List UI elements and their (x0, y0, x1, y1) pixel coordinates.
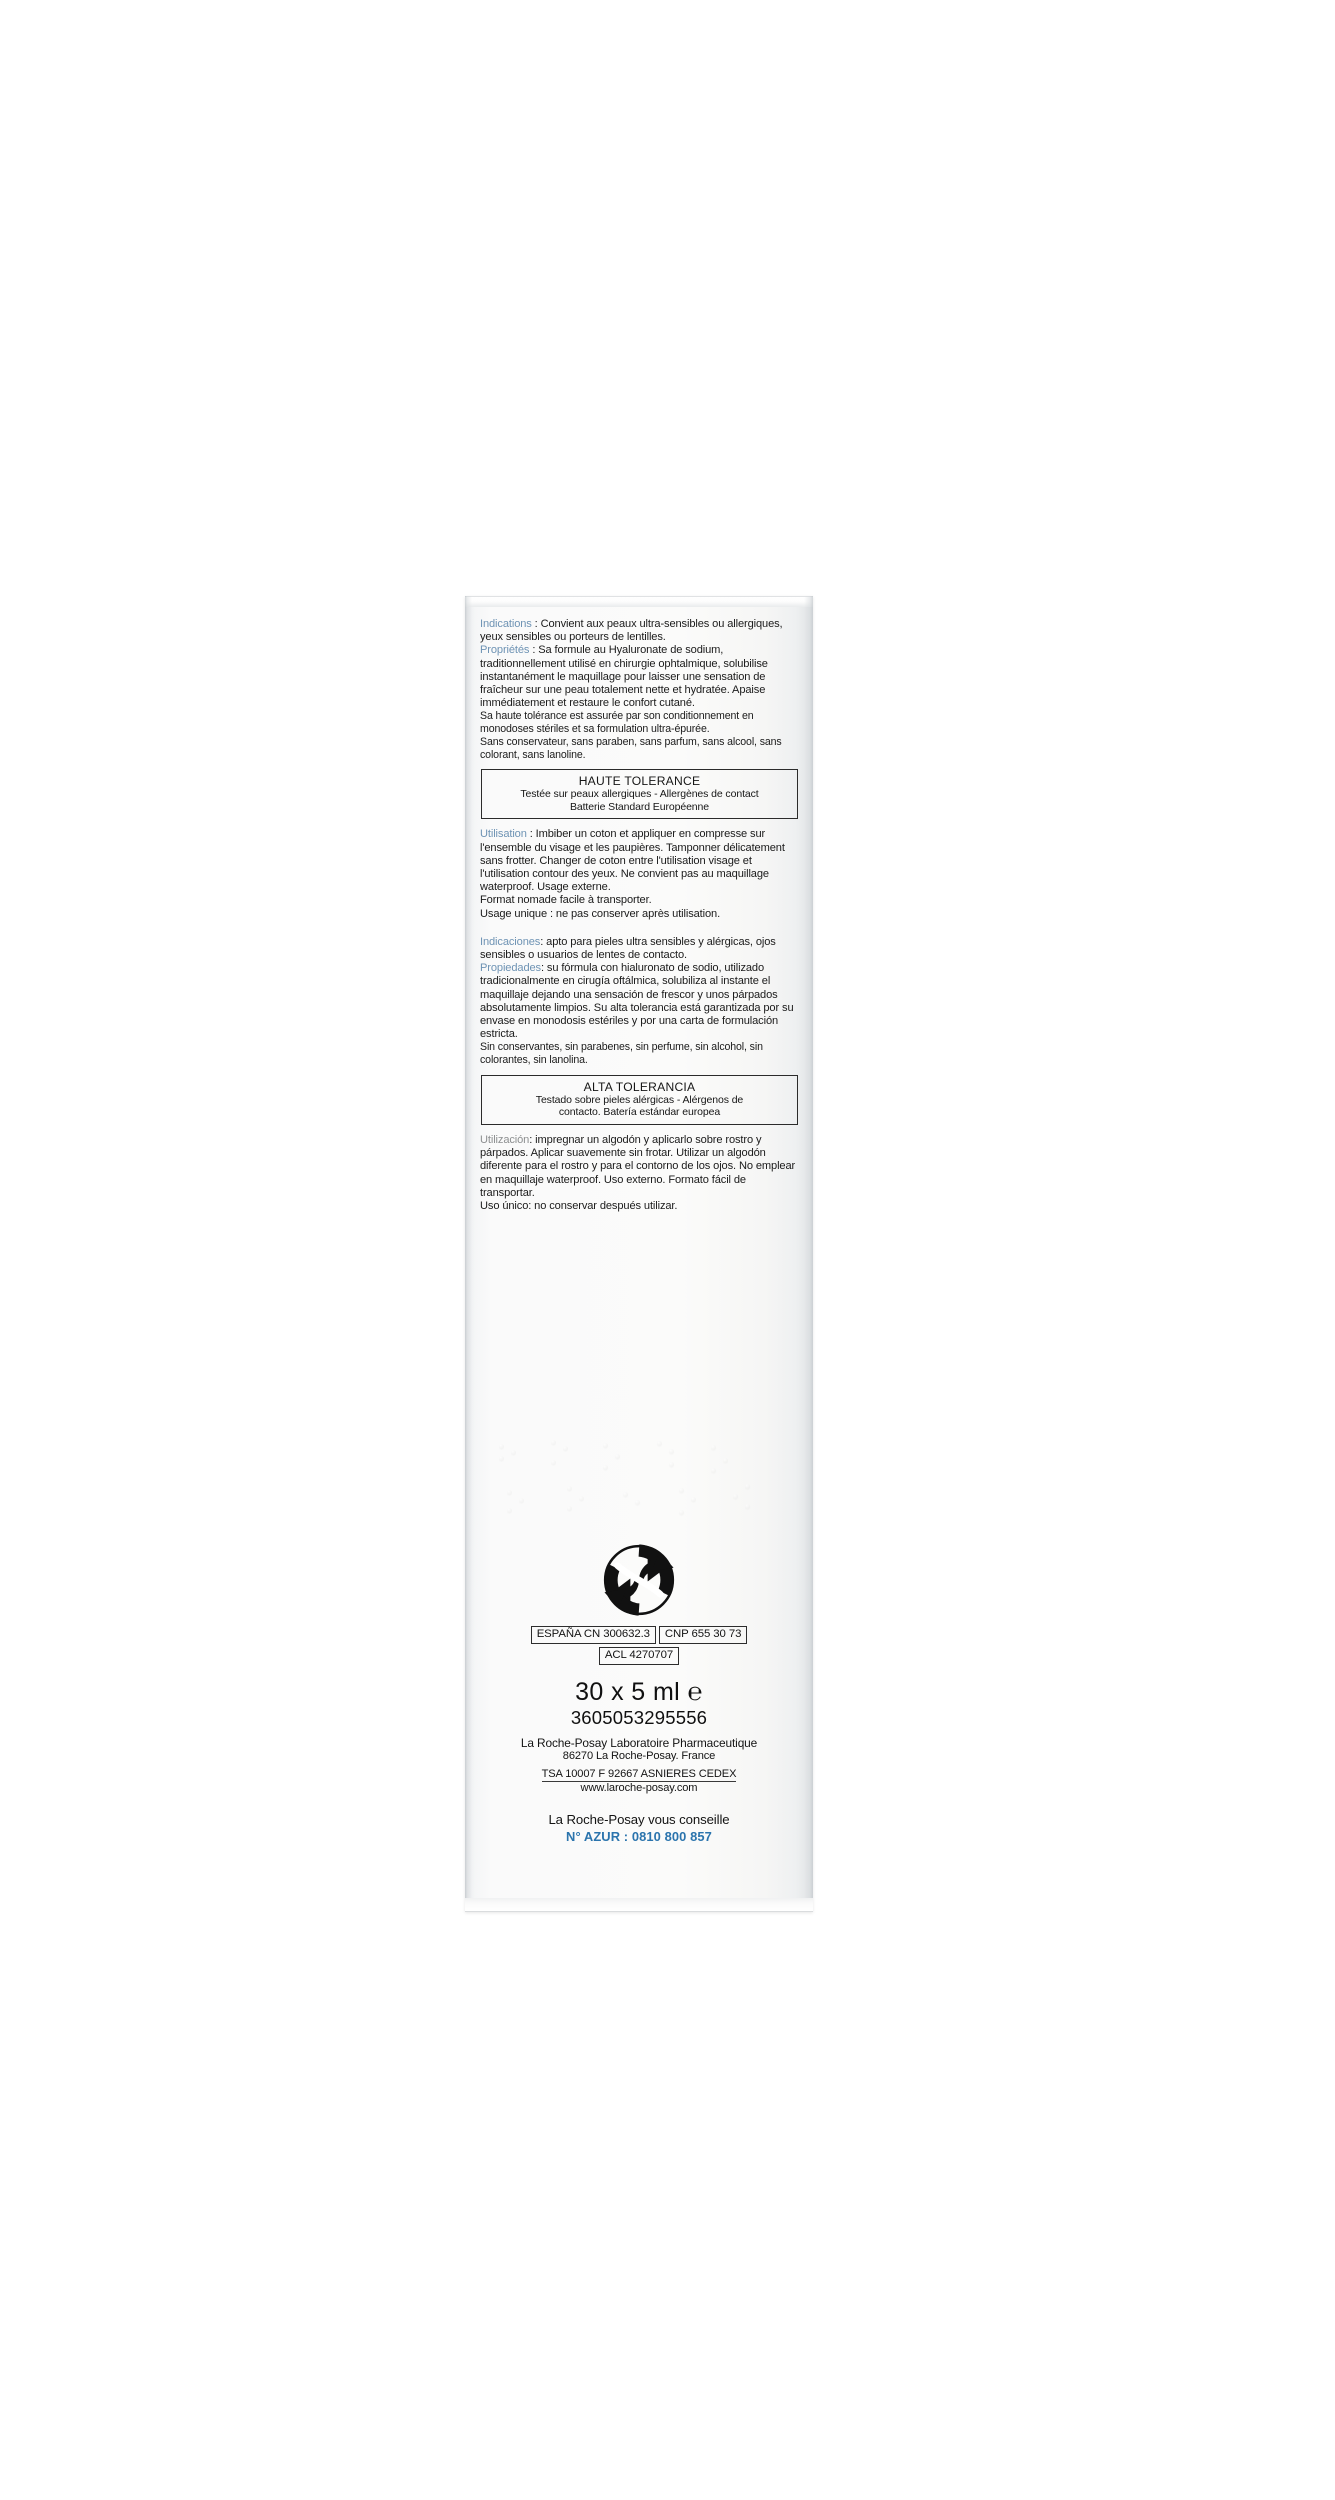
code-cnp: CNP 655 30 73 (659, 1626, 747, 1644)
french-properties-label: Propriétés (480, 644, 530, 657)
advice-text: La Roche-Posay vous conseille (548, 1812, 730, 1827)
haute-tolerance-line-2: Batterie Standard Européenne (569, 800, 710, 813)
french-tolerance-paragraph: Sa haute tolérance est assurée par son conditionnement en monodoses stériles et sa formulation ultra-épurée. (480, 710, 754, 736)
spanish-indications-paragraph (480, 936, 799, 962)
manufacturer-tsa: TSA 10007 F 92667 ASNIERES CEDEX (542, 1768, 737, 1783)
code-row-2 (465, 1647, 813, 1665)
french-usage-portable: Format nomade facile à transporter. (480, 894, 652, 907)
manufacturer-website: www.laroche-posay.com (580, 1782, 698, 1795)
french-properties-paragraph (480, 644, 799, 710)
haute-tolerance-box (481, 769, 798, 819)
manufacturer-address: 86270 La Roche-Posay. France (562, 1750, 716, 1763)
manufacturer-block (465, 1736, 813, 1796)
haute-tolerance-title: HAUTE TOLERANCE (578, 774, 701, 789)
azur-phone-number: N° AZUR : 0810 800 857 (566, 1829, 712, 1844)
french-indications-text: : Convient aux peaux ultra-sensibles ou allergiques, yeux sensibles ou porteurs de lentilles. (480, 618, 783, 644)
volume-and-ean-block (465, 1678, 813, 1728)
haute-tolerance-line-1: Testée sur peaux allergiques - Allergènes de contact (520, 788, 759, 801)
code-row-1 (465, 1626, 813, 1644)
french-usage-text: : Imbiber un coton et appliquer en compresse sur l'ensemble du visage et les paupières. Tamponner délicatement sans frotter. Changer de coton entre l'utilisation visage et l'utilisation contour des yeux. Ne convient pas au maquillage waterproof. Usage externe. (480, 828, 785, 894)
alta-tolerancia-line-2: contacto. Batería estándar europea (558, 1106, 721, 1119)
recycling-logo-container (465, 1544, 813, 1621)
spanish-usage-paragraph (480, 1134, 799, 1200)
spanish-indications-label: Indicaciones (480, 935, 541, 948)
spanish-usage-text: : impregnar un algodón y aplicarlo sobre rostro y párpados. Aplicar suavemente sin frotar. Utilizar un algodón diferente para el rostro y para el contorno de los ojos. No emplear en maquillaje waterproof. Uso externo. Formato fácil de transportar. (480, 1134, 796, 1199)
spanish-properties-text: : su fórmula con hialuronato de sodio, utilizado tradicionalmente en cirugía oftálmica, solubiliza al instante el maquillaje dejando una sensación de frescor y unos párpados absolutamente limpios. Su alta tolerancia está garantizada por su envase en monodosis estériles y por una carta de formulación estricta. (480, 962, 794, 1041)
spanish-free-from-paragraph: Sin conservantes, sin parabenes, sin perfume, sin alcohol, sin colorantes, sin lanolina. (480, 1041, 763, 1067)
french-free-from-paragraph: Sans conservateur, sans paraben, sans parfum, sans alcool, sans colorant, sans lanoline. (480, 735, 782, 761)
advice-block (465, 1812, 813, 1845)
code-acl: ACL 4270707 (599, 1647, 679, 1665)
volume-text: 30 x 5 ml ℮ (575, 1678, 703, 1706)
alta-tolerancia-title: ALTA TOLERANCIA (583, 1079, 696, 1094)
french-indications-label: Indications (480, 618, 532, 630)
spanish-usage-label: Utilización (480, 1134, 530, 1147)
french-usage-label: Utilisation (480, 828, 527, 841)
pharmacy-code-boxes (465, 1626, 813, 1668)
french-indications-paragraph (480, 618, 799, 644)
spanish-usage-single: Uso único: no conservar después utilizar. (480, 1200, 678, 1213)
ean-number: 3605053295556 (570, 1707, 708, 1728)
language-separator-gap (480, 921, 799, 936)
green-dot-recycling-icon (603, 1544, 675, 1616)
product-package-panel (465, 596, 813, 1912)
spanish-indications-text: : apto para pieles ultra sensibles y alérgicas, ojos sensibles o usuarios de lentes de contacto. (480, 935, 776, 962)
manufacturer-name: La Roche-Posay Laboratoire Pharmaceutique (520, 1736, 758, 1750)
french-usage-paragraph (480, 828, 799, 894)
alta-tolerancia-line-1: Testado sobre pieles alérgicas - Alérgenos de (535, 1093, 744, 1106)
french-usage-single: Usage unique : ne pas conserver après utilisation. (480, 907, 721, 920)
spanish-properties-paragraph (480, 962, 799, 1041)
package-bottom-edge (465, 1898, 813, 1912)
french-properties-text: : Sa formule au Hyaluronate de sodium, traditionnellement utilisé en chirurgie ophtalmique, solubilise instantanément le maquillage pour laisser une sensation de fraîcheur sur une peau totalement nette et hydratée. Apaise immédiatement et restaure le confort cutané. (480, 644, 768, 710)
alta-tolerancia-box (481, 1075, 798, 1125)
spanish-properties-label: Propiedades (480, 962, 541, 975)
code-espana-cn: ESPAÑA CN 300632.3 (531, 1626, 656, 1644)
